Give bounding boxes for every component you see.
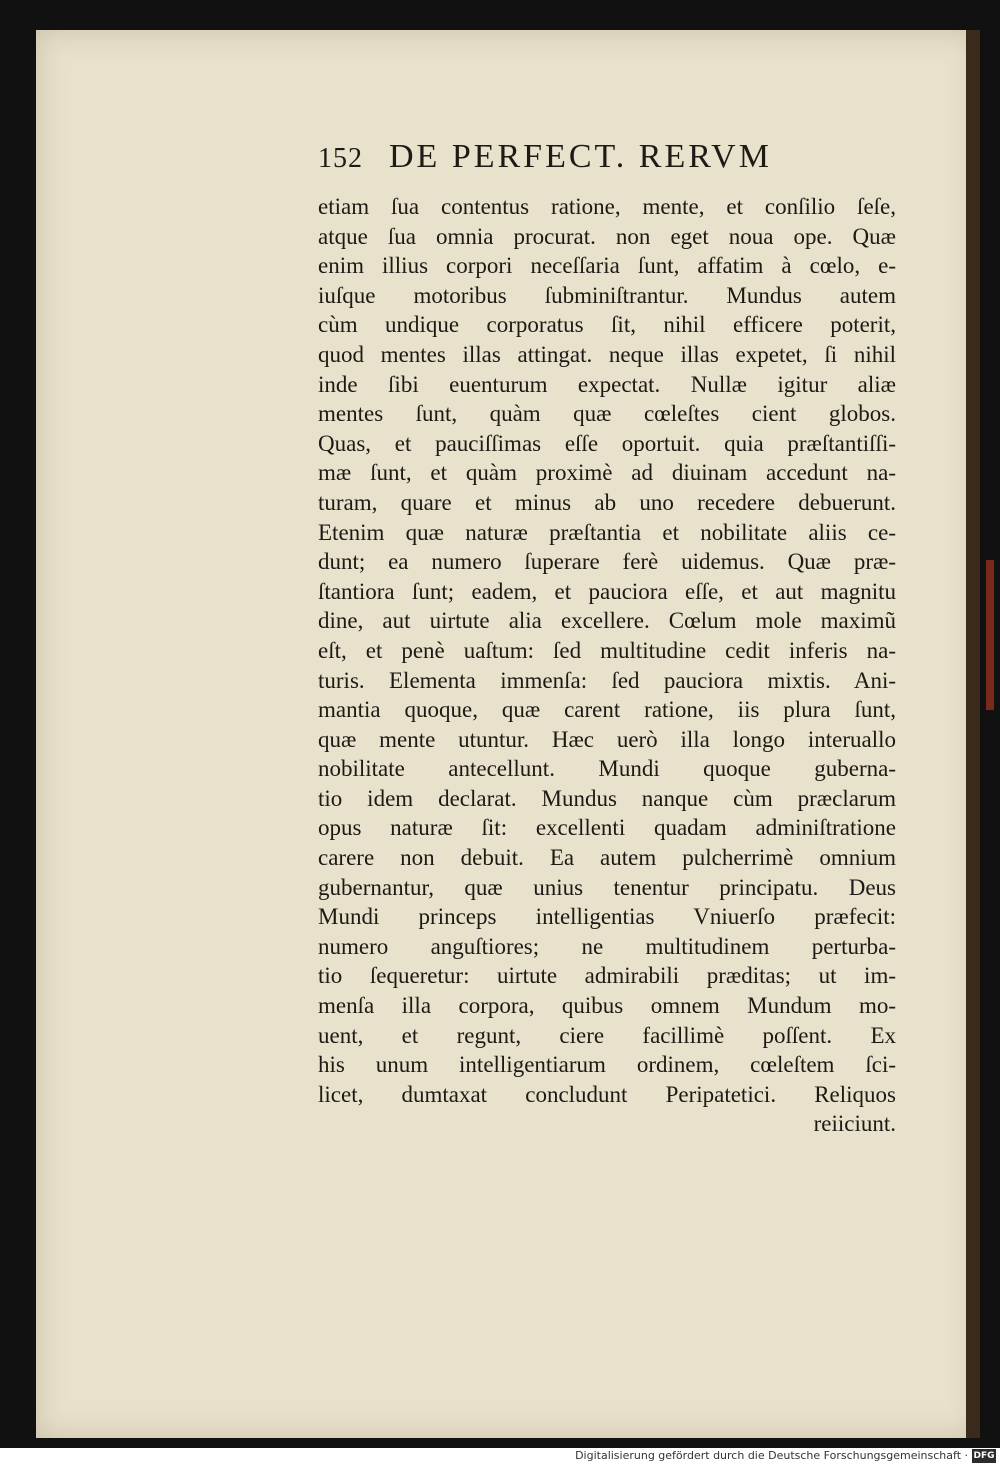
page-edge-marker bbox=[986, 560, 994, 710]
text-line: inde ſibi euenturum expectat. Nullæ igitur aliæ bbox=[318, 371, 896, 397]
text-line: menſa illa corpora, quibus omnem Mundum mo- bbox=[318, 993, 896, 1019]
text-line: ſtantiora ſunt; eadem, et pauciora eſſe, et aut magnitu bbox=[318, 578, 896, 604]
text-line: dunt; ea numero ſuperare ferè uidemus. Quæ præ- bbox=[318, 549, 896, 575]
text-line: numero anguſtiores; ne multitudinem perturba- bbox=[318, 933, 896, 959]
text-line: opus naturæ ſit: excellenti quadam adminiſtratione bbox=[318, 815, 896, 841]
text-line: quod mentes illas attingat. neque illas expetet, ſi nihil bbox=[318, 341, 896, 367]
text-line: carere non debuit. Ea autem pulcherrimè omnium bbox=[318, 845, 896, 871]
text-line: nobilitate antecellunt. Mundi quoque guberna- bbox=[318, 756, 896, 782]
funding-credit: Digitalisierung gefördert durch die Deutsche Forschungsgemeinschaft · bbox=[575, 1449, 968, 1462]
text-line: cùm undique corporatus ſit, nihil efficere poterit, bbox=[318, 312, 896, 338]
text-line: turis. Elementa immenſa: ſed pauciora mixtis. Ani- bbox=[318, 667, 896, 693]
text-line: atque ſua omnia procurat. non eget noua ope. Quæ bbox=[318, 223, 896, 249]
text-line: quæ mente utuntur. Hæc uerò illa longo interuallo bbox=[318, 726, 896, 752]
running-head bbox=[318, 138, 818, 176]
text-line: Quas, et pauciſſimas eſſe oportuit. quia præſtantiſſi- bbox=[318, 430, 896, 456]
catchword: reiiciunt. bbox=[813, 1111, 896, 1137]
text-line: Etenim quæ naturæ præſtantia et nobilitate aliis ce- bbox=[318, 519, 896, 545]
body-text bbox=[318, 192, 896, 1139]
page-title: DE PERFECT. RERVM bbox=[389, 138, 772, 175]
text-line: licet, dumtaxat concludunt Peripatetici. Reliquos bbox=[318, 1081, 896, 1107]
text-line: tio idem declarat. Mundus nanque cùm præclarum bbox=[318, 785, 896, 811]
text-line: mæ ſunt, et quàm proximè ad diuinam accedunt na- bbox=[318, 460, 896, 486]
dfg-logo: DFG bbox=[973, 1451, 995, 1461]
text-line: uent, et regunt, ciere facillimè poſſent. Ex bbox=[318, 1022, 896, 1048]
text-line: gubernantur, quæ unius tenentur principatu. Deus bbox=[318, 874, 896, 900]
text-line: Mundi princeps intelligentias Vniuerſo præfecit: bbox=[318, 904, 896, 930]
text-line: enim illius corpori neceſſaria ſunt, affatim à cœlo, e- bbox=[318, 253, 896, 279]
text-line: iuſque motoribus ſubminiſtrantur. Mundus autem bbox=[318, 282, 896, 308]
text-line: etiam ſua contentus ratione, mente, et conſilio ſeſe, bbox=[318, 194, 896, 219]
page-edge bbox=[966, 30, 980, 1438]
page-number: 152 bbox=[318, 143, 363, 174]
text-line: his unum intelligentiarum ordinem, cœleſtem ſci- bbox=[318, 1052, 896, 1078]
text-line: dine, aut uirtute alia excellere. Cœlum mole maximũ bbox=[318, 608, 896, 634]
text-line: tio ſequeretur: uirtute admirabili præditas; ut im- bbox=[318, 963, 896, 989]
text-line: mantia quoque, quæ carent ratione, iis plura ſunt, bbox=[318, 697, 896, 723]
text-line: turam, quare et minus ab uno recedere debuerunt. bbox=[318, 489, 896, 515]
text-line: eſt, et penè uaſtum: ſed multitudine cedit inferis na- bbox=[318, 637, 896, 663]
text-line: mentes ſunt, quàm quæ cœleſtes cient globos. bbox=[318, 401, 896, 427]
